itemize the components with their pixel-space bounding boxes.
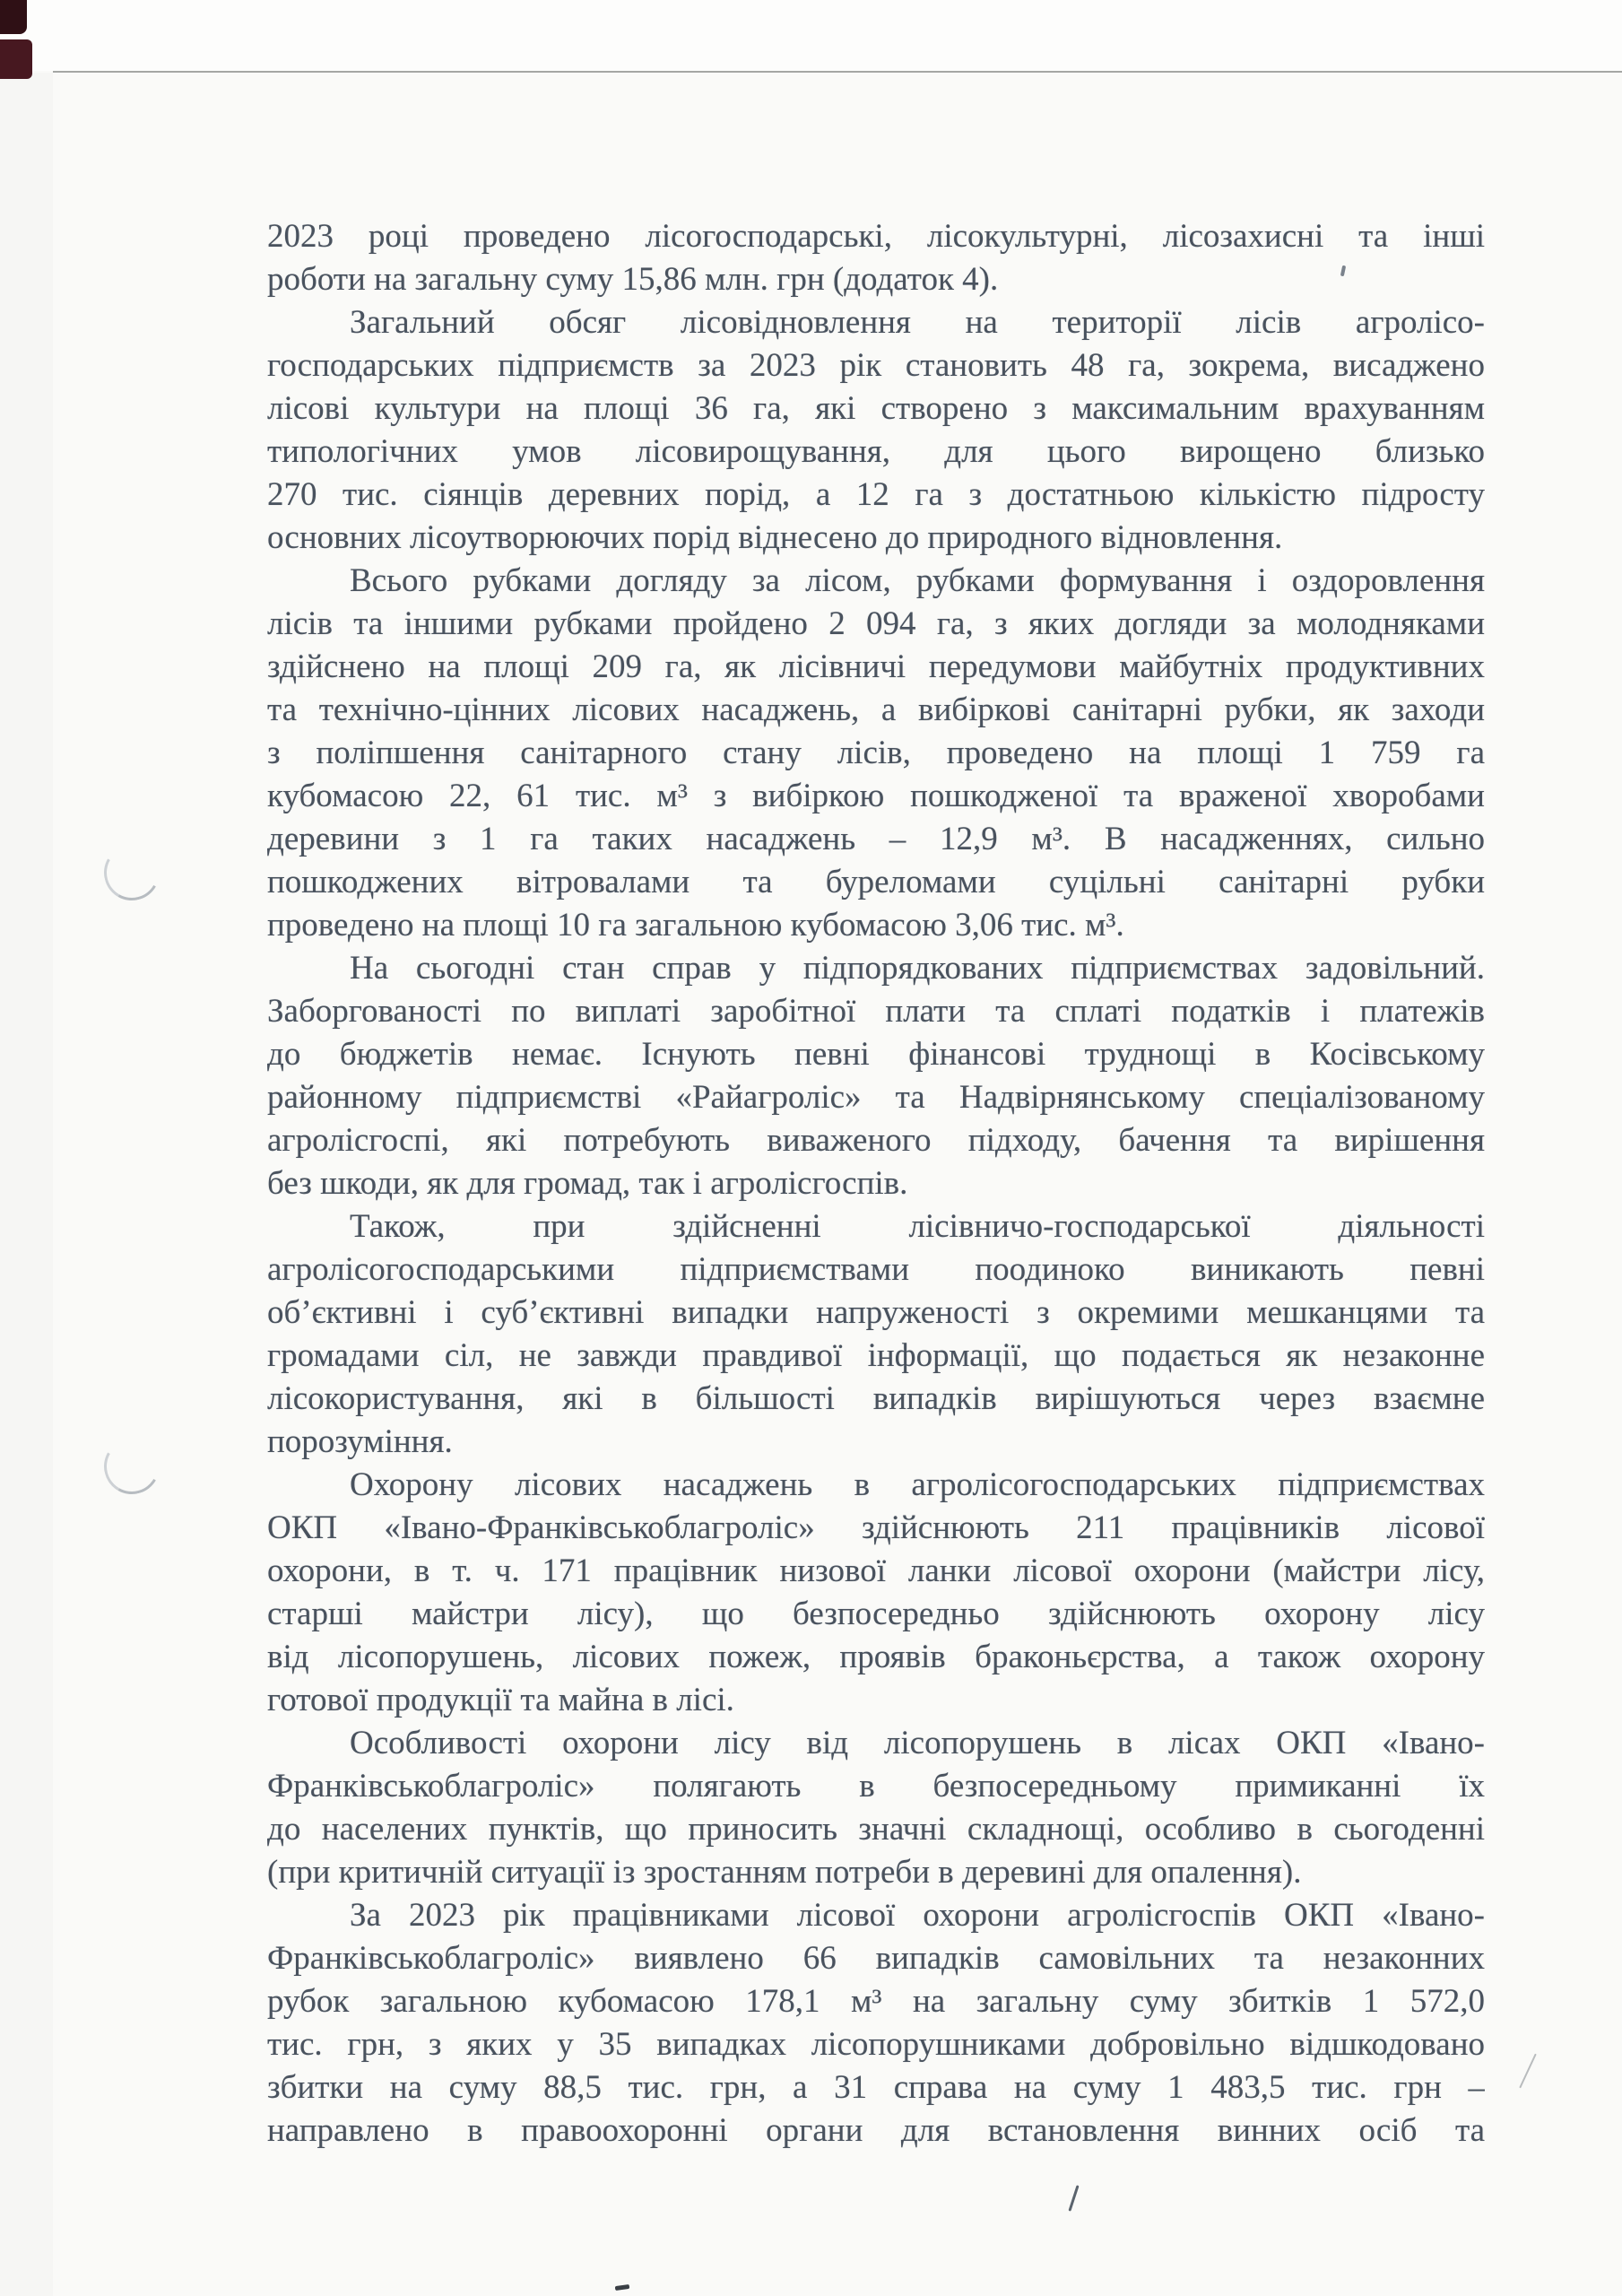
text-line: За 2023 рік працівниками лісової охорони агролісгоспів ОКП «Івано- <box>350 1897 1485 1934</box>
text-line: без шкоди, як для громад, так і агролісгоспів. <box>267 1165 908 1202</box>
text-line: з поліпшення санітарного стану лісів, проведено на площі 1 759 га <box>267 735 1485 771</box>
text-line: громадами сіл, не завжди правдивої інформації, що подається як незаконне <box>267 1337 1485 1374</box>
text-line: типологічних умов лісовирощування, для цього вирощено близько <box>267 433 1485 470</box>
text-line: агролісгоспі, які потребують виваженого підходу, бачення та вирішення <box>267 1122 1485 1159</box>
page-edge-line <box>53 71 1622 73</box>
text-line: Охорону лісових насаджень в агролісогосподарських підприємствах <box>350 1466 1485 1503</box>
text-line: Всього рубками догляду за лісом, рубками формування і оздоровлення <box>350 562 1485 599</box>
punch-hole-mark <box>98 839 166 907</box>
text-line: лісів та іншими рубками пройдено 2 094 га, з яких догляди за молодняками <box>267 605 1485 642</box>
text-line: агролісогосподарськими підприємствами поодиноко виникають певні <box>267 1251 1485 1288</box>
text-line: лісові культури на площі 36 га, які створено з максимальним врахуванням <box>267 390 1485 427</box>
text-line: пошкоджених вітровалами та буреломами суцільні санітарні рубки <box>267 864 1485 900</box>
text-line: рубок загальною кубомасою 178,1 м³ на загальну суму збитків 1 572,0 <box>267 1983 1485 2020</box>
text-line: Франківськоблагроліс» виявлено 66 випадків самовільних та незаконних <box>267 1940 1485 1977</box>
text-line: господарських підприємств за 2023 рік становить 48 га, зокрема, висаджено <box>267 347 1485 384</box>
text-line: Франківськоблагроліс» полягають в безпосередньому примиканні їх <box>267 1768 1485 1805</box>
text-line: основних лісоутворюючих порід віднесено до природного відновлення. <box>267 519 1283 556</box>
text-line: 2023 році проведено лісогосподарські, лісокультурні, лісозахисні та інші <box>267 218 1485 255</box>
document-text <box>267 215 1485 2152</box>
text-line: тис. грн, з яких у 35 випадках лісопорушниками добровільно відшкодовано <box>267 2026 1485 2063</box>
text-line: Також, при здійсненні лісівничо-господарської діяльності <box>350 1208 1485 1245</box>
stray-pen-mark <box>1068 2185 1079 2211</box>
text-line: 270 тис. сіянців деревних порід, а 12 га з достатньою кількістю підросту <box>267 476 1485 513</box>
text-line: здійснено на площі 209 га, як лісівничі передумови майбутніх продуктивних <box>267 648 1485 685</box>
text-line: охорони, в т. ч. 171 працівник низової ланки лісової охорони (майстри лісу, <box>267 1552 1485 1589</box>
text-line: та технічно-цінних лісових насаджень, а вибіркові санітарні рубки, як заходи <box>267 691 1485 728</box>
text-line: ОКП «Івано-Франківськоблагроліс» здійснюють 211 працівників лісової <box>267 1509 1485 1546</box>
text-line: районному підприємстві «Райагроліс» та Надвірнянському спеціалізованому <box>267 1079 1485 1116</box>
text-line: На сьогодні стан справ у підпорядкованих підприємствах задовільний. <box>350 950 1485 987</box>
text-line: порозуміння. <box>267 1423 453 1460</box>
scanner-background-strip <box>0 0 1622 71</box>
binder-corner-mark <box>0 0 27 34</box>
punch-hole-mark <box>98 1432 166 1500</box>
text-line: деревини з 1 га таких насаджень – 12,9 м³. В насадженнях, сильно <box>267 821 1485 857</box>
text-line: до населених пунктів, що приносить значні складнощі, особливо в сьогоденні <box>267 1811 1485 1848</box>
stray-scratch-mark <box>1519 2054 1537 2089</box>
text-line: до бюджетів немає. Існують певні фінансові труднощі в Косівському <box>267 1036 1485 1073</box>
text-line: роботи на загальну суму 15,86 млн. грн (додаток 4). <box>267 261 999 298</box>
page-left-edge-shadow <box>0 73 53 2296</box>
text-line: проведено на площі 10 га загальною кубомасою 3,06 тис. м³. <box>267 907 1124 944</box>
text-line: лісокористування, які в більшості випадків вирішуються через взаємне <box>267 1380 1485 1417</box>
text-line: збитки на суму 88,5 тис. грн, а 31 справа на суму 1 483,5 тис. грн – <box>267 2069 1485 2106</box>
text-line: кубомасою 22, 61 тис. м³ з вибіркою пошкодженої та враженої хворобами <box>267 778 1485 814</box>
text-line: від лісопорушень, лісових пожеж, проявів браконьєрства, а також охорону <box>267 1639 1485 1675</box>
text-line: (при критичній ситуації із зростанням потреби в деревині для опалення). <box>267 1854 1302 1891</box>
text-line: направлено в правоохоронні органи для встановлення винних осіб та <box>267 2112 1485 2149</box>
stray-ink-dash <box>615 2284 630 2291</box>
text-line: Особливості охорони лісу від лісопорушень в лісах ОКП «Івано- <box>350 1725 1485 1761</box>
text-line: Заборгованості по виплаті заробітної плати та сплаті податків і платежів <box>267 993 1485 1030</box>
binder-corner-mark <box>0 39 32 79</box>
text-line: Загальний обсяг лісовідновлення на території лісів агролісо- <box>350 304 1485 341</box>
text-line: старші майстри лісу), що безпосередньо здійснюють охорону лісу <box>267 1596 1485 1632</box>
text-line: об’єктивні і суб’єктивні випадки напруженості з окремими мешканцями та <box>267 1294 1485 1331</box>
text-line: готової продукції та майна в лісі. <box>267 1682 734 1718</box>
